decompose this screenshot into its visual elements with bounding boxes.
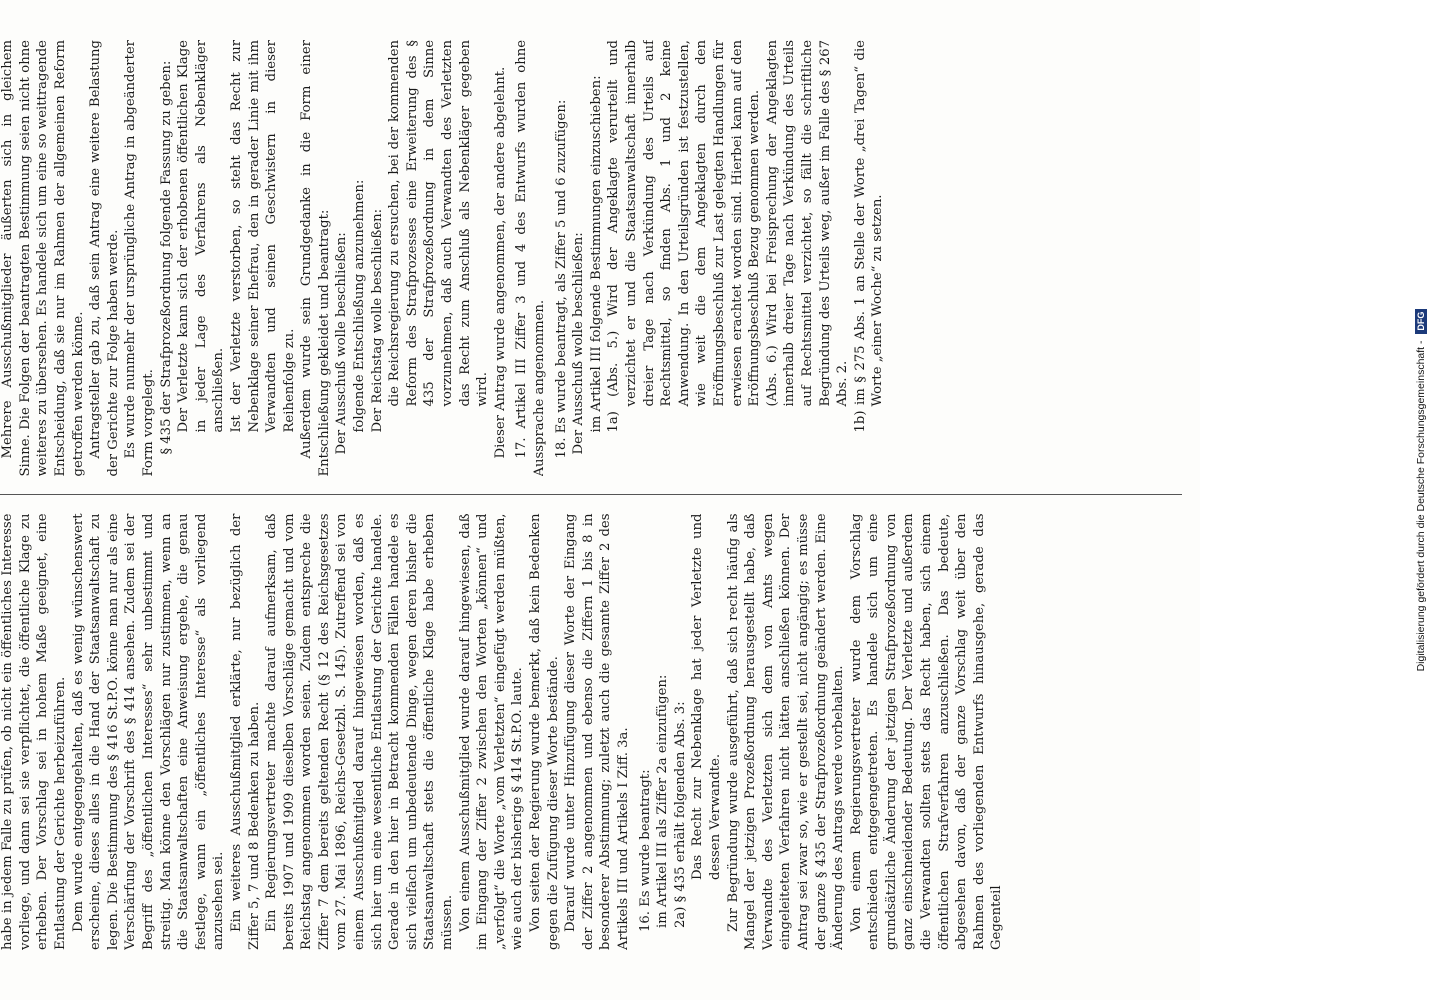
- paragraph: im Artikel III als Ziffer 2a einzufügen:: [655, 674, 671, 928]
- paragraph: Von einem Regierungsvertreter wurde dem Vorschlag entschieden entgegengetreten. Es handele sich um eine grundsätzliche Änderung der jetzigen Strafprozeßordnung von ganz einschneidender Bedeutung. Der Verletzte und außerdem die Verwandten sollten stets das Recht haben, sich einem öffentlichen Strafverfahren anzuschließen. Das bedeute, abgesehen davon, daß der ganze Vorschlag weit über den Rahmen des vorliegenden Entwurfs hinausgehe, gerade das Gegenteil: [848, 513, 1005, 950]
- paragraph: im Artikel III folgende Bestimmungen einzuschieben:: [588, 75, 604, 433]
- paragraph: Dieser Antrag wurde angenommen, der andere abgelehnt.: [492, 66, 508, 459]
- section-16-heading: 16. Es wurde beantragt:: [637, 769, 653, 932]
- left-column: [0, 514, 1182, 951]
- paragraph: Der Ausschuß wolle beschließen:: [571, 232, 587, 455]
- right-column: [0, 40, 1182, 477]
- credit-text-wrapper: [1415, 20, 1427, 960]
- paragraph: Es wurde nunmehr der ursprüngliche Antrag in abgeänderter Form vorgelegt.: [123, 40, 156, 477]
- quoted-provision: die Reichsregierung zu ersuchen, bei der kommenden Reform des Strafprozesses eine Erweiterung des § 435 der Strafprozeßordnung in dem Sinne vorzunehmen, daß auch Verwandten des Verletzten das Recht zum Anschluß als Nebenkläger gegeben wird.: [387, 40, 491, 407]
- paragraph: Darauf wurde unter Hinzufügung dieser Worte der Eingang der Ziffer 2 angenommen und ebenso die Ziffern 1 bis 8 in besonderer Abstimmung; zuletzt auch die gesamte Ziffer 2 des Artikels III und Artikels I Ziff. 3a.: [563, 513, 631, 950]
- paragraph: Mehrere Ausschußmitglieder äußerten sich in gleichem Sinne. Die Folgen der beantragten Bestimmung seien nicht ohne weiteres zu übersehen. Es handele sich um eine so weittragende Entscheidung, daß sie nur im Rahmen der allgemeinen Reform getroffen werden könne.: [0, 40, 86, 477]
- provision-1a: 1a) (Abs. 5.) Wird der Angeklagte verurteilt und verzichtet er und die Staatsanwaltschaft innerhalb dreier Tage nach Verkündung des Urteils auf Rechtsmittel, so finden Abs. 1 und 2 keine Anwendung. In den Urteilsgründen ist festzustellen, wie weit die dem Angeklagten durch den Eröffnungsbeschluß zur Last gelegten Handlungen für erwiesen erachtet worden sind. Hierbei kann auf den Eröffnungsbeschluß Bezug genommen werden.: [606, 40, 763, 433]
- digitization-credit: [1412, 10, 1430, 970]
- paragraph: Der Reichstag wolle beschließen:: [369, 208, 385, 433]
- paragraph: habe in jedem Falle zu prüfen, ob nicht ein öffentliches Interesse vorliege, und dann sei sie verpflichtet, die öffentliche Klage zu erheben. Der Vorschlag sei in hohem Maße geeignet, eine Entlastung der Gerichte herbeizuführen.: [0, 513, 68, 950]
- credit-text: Digitalisierung gefördert durch die Deutsche Forschungsgemeinschaft -: [1415, 340, 1427, 672]
- paragraph: Zur Begründung wurde ausgeführt, daß sich recht häufig als Mangel der jetzigen Prozeßordnung herausgestellt habe, daß Verwandte des Verletzten sich dem von Amts wegen eingeleiteten Verfahren nicht hätten anschließen können. Der Antrag sei zwar so, wie er gestellt sei, nicht angängig; es müsse der ganze § 435 der Strafprozeßordnung geändert werden. Eine Änderung des Antrags werde vorbehalten.: [725, 513, 847, 950]
- provision-1b: 1b) im § 275 Abs. 1 an Stelle der Worte „drei Tagen“ die Worte „einer Woche“ zu setzen.: [852, 40, 886, 433]
- quoted-provision: Der Verletzte kann sich der erhobenen öffentlichen Klage in jeder Lage des Verfahrens als Nebenkläger anschließen.: [176, 40, 227, 433]
- paragraph: Außerdem wurde sein Grundgedanke in die Form einer Entschließung gekleidet und beantragt:: [299, 40, 332, 477]
- paragraph: Von einem Ausschußmitglied wurde darauf hingewiesen, daß im Eingang der Ziffer 2 zwischen den Worten „können“ und „verfolgt“ die Worte „vom Verletzten“ eingefügt werden müßten, wie auch der bisherige § 414 St.P.O. laute.: [457, 513, 526, 950]
- text-columns: [0, 40, 1182, 950]
- paragraph: § 435 der Strafprozeßordnung folgende Fassung zu geben:: [158, 60, 174, 455]
- section-18: 18. Es wurde beantragt, als Ziffer 5 und 6 zuzufügen:: [553, 99, 569, 459]
- quoted-provision: Ist der Verletzte verstorben, so steht das Recht zur Nebenklage seiner Ehefrau, den in gerader Linie mit ihm Verwandten und seinen Geschwistern in dieser Reihenfolge zu.: [228, 40, 297, 433]
- paragraph: Ein Regierungsvertreter machte darauf aufmerksam, daß bereits 1907 und 1909 dieselben Vorschläge gemacht und vom Reichstag angenommen worden seien. Zudem entspreche die Ziffer 7 dem bereits geltenden Recht (§ 12 des Reichsgesetzes vom 27. Mai 1896, Reichs-Gesetzbl. S. 145). Zutreffend sei von einem Ausschußmitglied darauf hingewiesen worden, daß es sich hier um eine wesentliche Entlastung der Gerichte handele. Gerade in den hier in Betracht kommenden Fällen handele es sich vielfach um unbedeutende Dinge, wegen deren bisher die Staatsanwaltschaft stets die öffentliche Klage habe erheben müssen.: [264, 513, 456, 950]
- paragraph: Der Ausschuß wolle beschließen:: [334, 232, 350, 455]
- provision-abs6: (Abs. 6.) Wird bei Freisprechung der Angeklagten innerhalb dreier Tage nach Verkündung des Urteils auf Rechtsmittel verzichtet, so fällt die schriftliche Begründung des Urteils weg, außer im Falle des § 267 Abs. 2.: [764, 40, 851, 407]
- paragraph: Dem wurde entgegengehalten, daß es wenig wünschenswert erscheine, dieses alles in die Hand der Staatsanwaltschaft zu legen. Die Bestimmung des § 416 St.P.O. könne man nur als eine Verschärfung der Vorschrift des § 414 ansehen. Zudem sei der Begriff des „öffentlichen Interesses“ sehr unbestimmt und streitig. Man könne den Vorschlägen nur zustimmen, wenn an die Staatsanwaltschaften eine Anweisung ergehe, die genau festlege, wann ein „öffentliches Interesse“ als vorliegend anzusehen sei.: [70, 513, 227, 950]
- paragraph: 2a) § 435 erhält folgenden Abs. 3:: [672, 701, 688, 928]
- paragraph: Ein weiteres Ausschußmitglied erklärte, nur bezüglich der Ziffer 5, 7 und 8 Bedenken zu haben.: [228, 513, 262, 950]
- section-17: 17. Artikel III Ziffer 3 und 4 des Entwurfs wurden ohne Aussprache angenommen.: [514, 40, 547, 477]
- dfg-logo: DFG: [1415, 309, 1427, 334]
- paragraph: Antragsteller gab zu, daß sein Antrag eine weitere Belastung der Gerichte zur Folge haben werde.: [88, 40, 121, 477]
- column-divider: [0, 495, 1182, 496]
- paragraph: folgende Entschließung anzunehmen:: [352, 179, 368, 433]
- quoted-provision: Das Recht zur Nebenklage hat jeder Verletzte und dessen Verwandte.: [690, 513, 723, 880]
- paragraph: Von seiten der Regierung wurde bemerkt, daß kein Bedenken gegen die Zufügung dieser Worte bestände.: [528, 513, 561, 950]
